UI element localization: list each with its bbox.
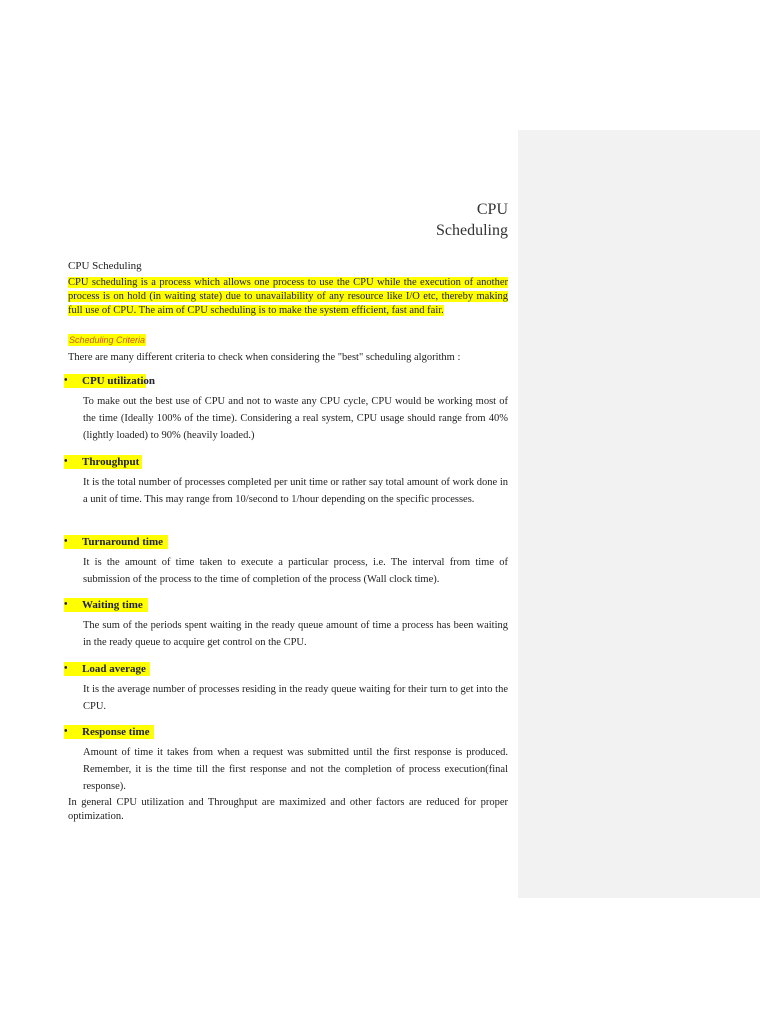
criterion-title: Waiting time xyxy=(82,599,143,611)
intro-text: CPU scheduling is a process which allows one process to use the CPU while the execution of another process is on hold (in waiting state) due to unavailability of any resource like I/O etc, thereby making full use of CPU. The aim of CPU scheduling is to make the system efficient, fast and fair. xyxy=(68,277,508,317)
intro-paragraph xyxy=(68,276,508,319)
bullet-icon: • xyxy=(64,375,68,386)
criterion-title: Turnaround time xyxy=(82,536,163,548)
criterion-description: The sum of the periods spent waiting in the ready queue amount of time a process has been waiting in the ready queue to acquire get control on the CPU. xyxy=(83,620,508,648)
criterion-title: Throughput xyxy=(82,456,140,468)
criterion-waiting-time xyxy=(64,598,508,651)
criterion-description: It is the average number of processes residing in the ready queue waiting for their turn to get into the CPU. xyxy=(83,684,508,712)
criterion-load-average xyxy=(64,662,508,715)
criterion-throughput xyxy=(64,455,508,508)
summary-paragraph: In general CPU utilization and Throughput are maximized and other factors are reduced for proper optimization. xyxy=(68,797,508,822)
bullet-icon: • xyxy=(64,599,68,610)
bullet-icon: • xyxy=(64,726,68,737)
criterion-title: Load average xyxy=(82,663,146,675)
section-heading: CPU Scheduling xyxy=(68,260,142,272)
document-title-line-2: Scheduling xyxy=(436,222,508,239)
criteria-intro: There are many different criteria to check when considering the "best" scheduling algorithm : xyxy=(68,352,461,363)
bullet-icon: • xyxy=(64,536,68,547)
criterion-cpu-utilization xyxy=(64,374,508,444)
criteria-heading: Scheduling Criteria xyxy=(69,335,146,345)
document-title xyxy=(300,199,508,241)
criterion-turnaround-time xyxy=(64,535,508,588)
criterion-description: To make out the best use of CPU and not to waste any CPU cycle, CPU would be working most of the time (Ideally 100% of the time). Considering a real system, CPU usage should range from 40% (lightly loaded) to 90% (heavily loaded.) xyxy=(83,396,508,441)
bullet-icon: • xyxy=(64,663,68,674)
criterion-response-time xyxy=(64,725,508,795)
bullet-icon: • xyxy=(64,456,68,467)
criterion-title: CPU utilization xyxy=(82,375,156,387)
criterion-description: Amount of time it takes from when a request was submitted until the first response is produced. Remember, it is the time till the first response and not the completion of process execution(final response). xyxy=(83,747,508,792)
criterion-description: It is the amount of time taken to execute a particular process, i.e. The interval from time of submission of the process to the time of completion of the process (Wall clock time). xyxy=(83,557,508,585)
criterion-description: It is the total number of processes completed per unit time or rather say total amount of work done in a unit of time. This may range from 10/second to 1/hour depending on the specific processes. xyxy=(83,477,508,505)
document-title-line-1: CPU xyxy=(476,201,508,218)
criterion-title: Response time xyxy=(82,726,150,738)
